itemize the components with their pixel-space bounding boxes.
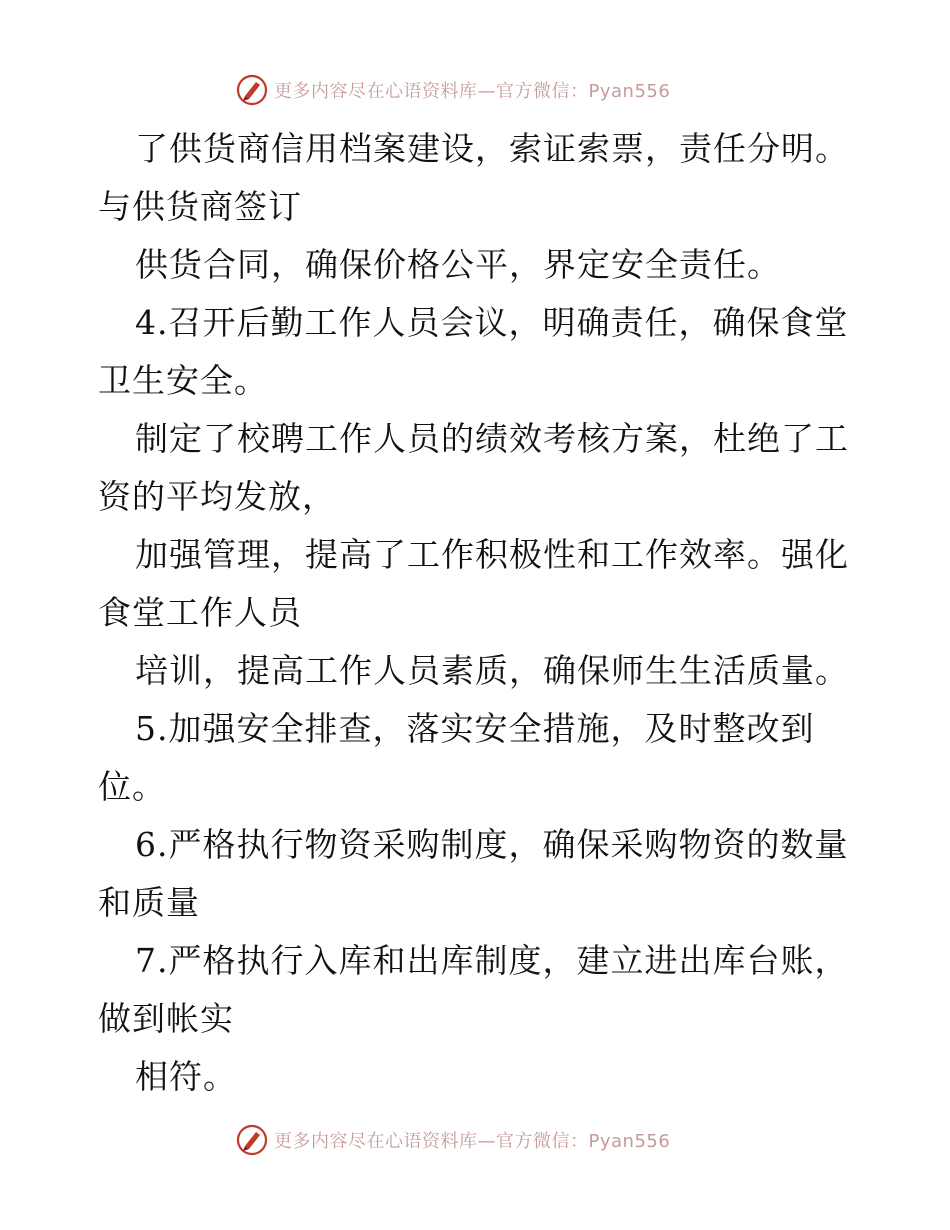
paragraph-line: 和质量 — [98, 883, 200, 922]
paragraph-line: 6.严格执行物资采购制度，确保采购物资的数量 — [135, 825, 849, 864]
paragraph-line: 相符。 — [135, 1057, 237, 1096]
paragraph-line: 了供货商信用档案建设，索证索票，责任分明。 — [135, 129, 849, 168]
paragraph-line: 做到帐实 — [98, 999, 234, 1038]
watermark-text: 更多内容尽在心语资料库—官方微信：Pyan556 — [274, 1131, 671, 1152]
paragraph-line: 加强管理，提高了工作积极性和工作效率。强化 — [135, 535, 849, 574]
paragraph-line: 培训，提高工作人员素质，确保师生生活质量。 — [135, 651, 849, 690]
paragraph-line: 供货合同，确保价格公平，界定安全责任。 — [135, 245, 781, 284]
paragraph-line: 与供货商签订 — [98, 187, 302, 226]
document-body — [98, 120, 858, 1106]
footer-watermark — [236, 1122, 670, 1158]
header-watermark — [236, 72, 670, 108]
paragraph-line: 7.严格执行入库和出库制度，建立进出库台账， — [135, 941, 849, 980]
paragraph-line: 食堂工作人员 — [98, 593, 302, 632]
watermark-text: 更多内容尽在心语资料库—官方微信：Pyan556 — [274, 81, 671, 102]
pen-logo-icon — [236, 74, 268, 106]
paragraph-line: 4.召开后勤工作人员会议，明确责任，确保食堂 — [135, 303, 849, 342]
paragraph-line: 5.加强安全排查，落实安全措施，及时整改到 — [135, 709, 815, 748]
paragraph-line: 位。 — [98, 767, 166, 806]
paragraph-line: 卫生安全。 — [98, 361, 268, 400]
paragraph-line: 制定了校聘工作人员的绩效考核方案，杜绝了工 — [135, 419, 849, 458]
pen-logo-icon — [236, 1124, 268, 1156]
paragraph-line: 资的平均发放， — [98, 477, 336, 516]
